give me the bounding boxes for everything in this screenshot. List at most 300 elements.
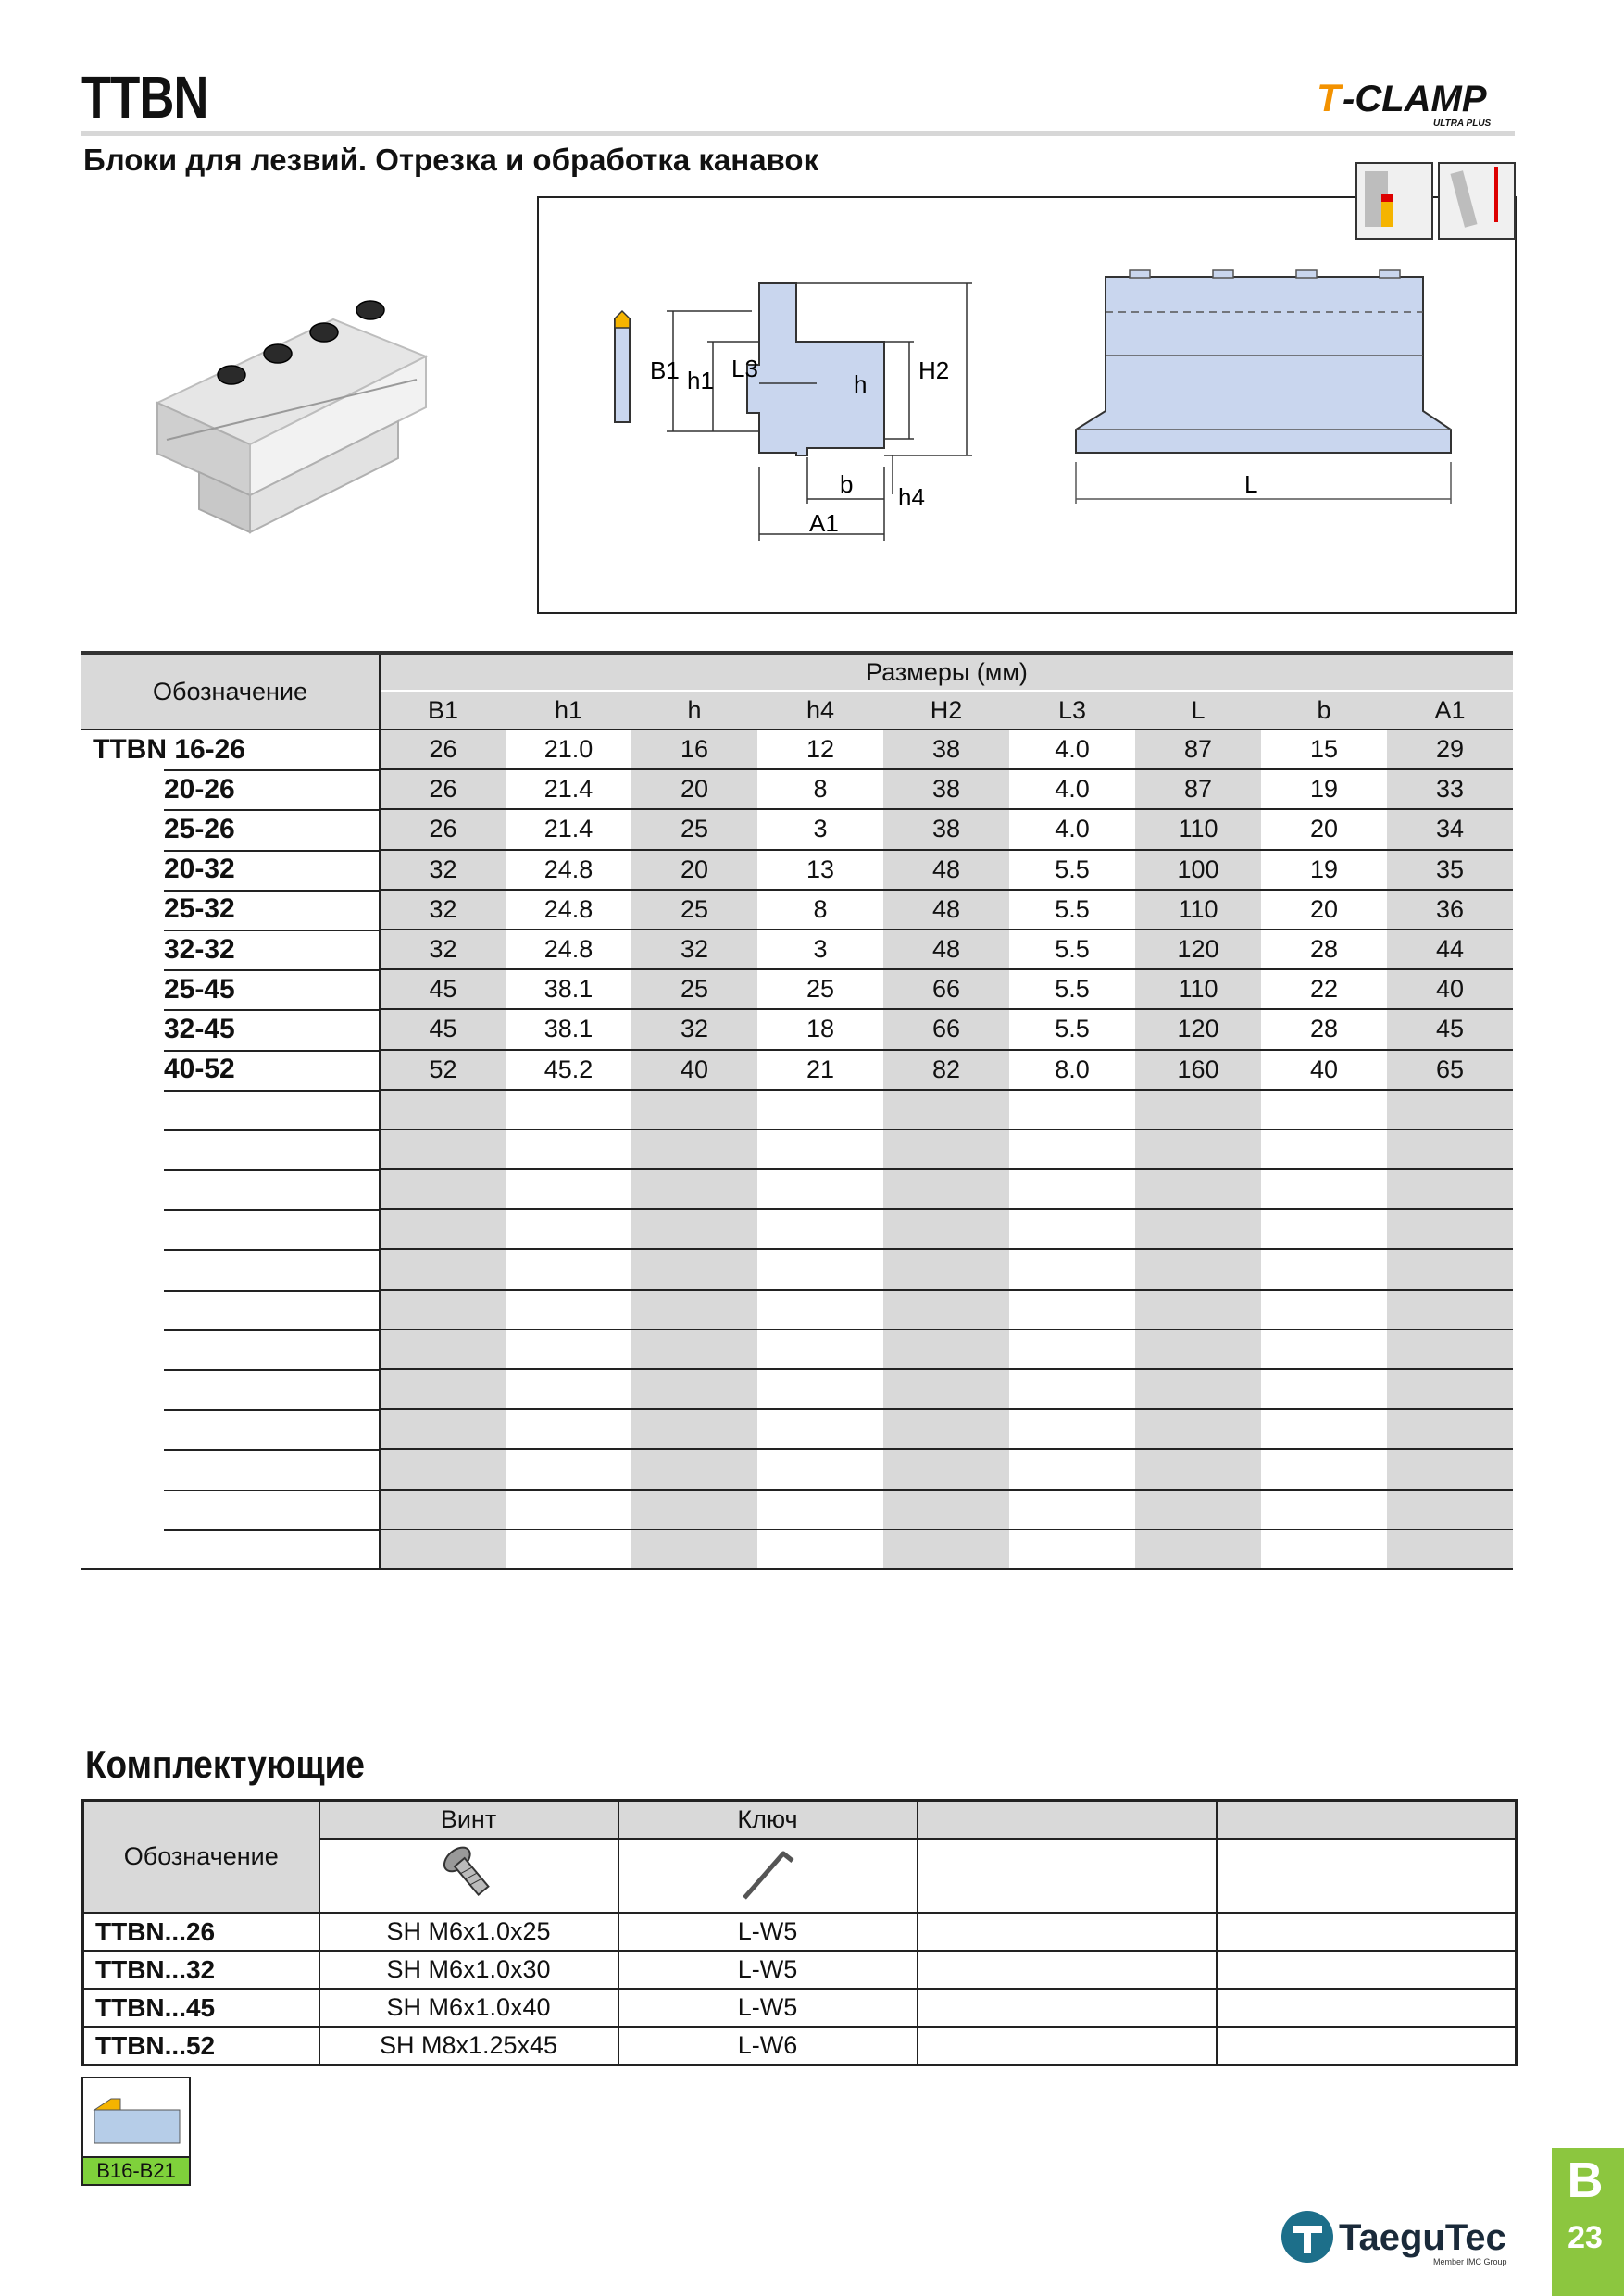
table-cell <box>380 1249 506 1289</box>
table-cell: 48 <box>883 890 1009 930</box>
label-l: L <box>1244 470 1258 498</box>
table-cell: 45.2 <box>506 1050 631 1090</box>
table-cell <box>1135 1129 1261 1169</box>
brand-name: TaeguTec <box>1339 2217 1506 2258</box>
table-cell <box>1387 1169 1513 1209</box>
row-designation: 25-26 <box>81 809 380 849</box>
table-cell <box>1135 1409 1261 1449</box>
table-cell <box>506 1449 631 1489</box>
table-cell <box>883 1129 1009 1169</box>
table-cell <box>1261 1329 1387 1369</box>
acc-screw: SH M6x1.0x40 <box>319 1989 618 2027</box>
table-cell <box>1009 1090 1135 1129</box>
acc-designation: TTBN...26 <box>83 1913 319 1951</box>
acc-screw: SH M6x1.0x30 <box>319 1951 618 1989</box>
col-header: B1 <box>380 691 506 730</box>
table-cell: 26 <box>380 769 506 809</box>
table-cell <box>1135 1249 1261 1289</box>
designation-header: Обозначение <box>81 653 380 730</box>
table-cell <box>1009 1290 1135 1329</box>
table-cell: 8 <box>757 890 883 930</box>
empty-row <box>81 1490 1513 1529</box>
table-cell: 38 <box>883 809 1009 849</box>
page-subtitle: Блоки для лезвий. Отрезка и обработка канавок <box>83 143 819 177</box>
table-cell: 26 <box>380 809 506 849</box>
table-cell: 28 <box>1261 1009 1387 1049</box>
row-designation: 25-45 <box>81 969 380 1009</box>
table-cell: 110 <box>1135 969 1261 1009</box>
table-cell <box>506 1169 631 1209</box>
table-cell <box>757 1129 883 1169</box>
table-row <box>81 769 1513 809</box>
acc-screw: SH M6x1.0x25 <box>319 1913 618 1951</box>
section-tab <box>1552 2148 1624 2296</box>
table-row <box>83 1951 1517 1989</box>
table-cell <box>883 1529 1009 1569</box>
table-cell <box>380 1529 506 1569</box>
screw-icon-cell <box>319 1839 618 1913</box>
table-cell <box>1387 1490 1513 1529</box>
acc-empty <box>918 1989 1217 2027</box>
table-cell: 16 <box>631 730 757 769</box>
table-cell <box>380 1169 506 1209</box>
table-cell <box>1387 1209 1513 1249</box>
table-cell: 110 <box>1135 809 1261 849</box>
side-view-shape <box>1076 277 1451 453</box>
table-cell <box>883 1329 1009 1369</box>
empty-row <box>81 1249 1513 1289</box>
table-cell <box>380 1090 506 1129</box>
row-designation <box>81 1329 380 1369</box>
table-cell <box>631 1290 757 1329</box>
row-designation <box>81 1449 380 1489</box>
table-cell <box>631 1249 757 1289</box>
table-row <box>81 850 1513 890</box>
table-cell <box>506 1329 631 1369</box>
blade-shape <box>615 318 630 422</box>
acc-empty <box>1217 1913 1517 1951</box>
empty-row <box>81 1329 1513 1369</box>
table-cell: 32 <box>380 930 506 969</box>
table-row <box>81 969 1513 1009</box>
table-cell: 82 <box>883 1050 1009 1090</box>
table-cell <box>1135 1529 1261 1569</box>
table-cell <box>631 1449 757 1489</box>
screw-icon <box>436 1842 501 1903</box>
table-cell: 4.0 <box>1009 809 1135 849</box>
table-cell <box>380 1329 506 1369</box>
brand-sub: Member IMC Group <box>1433 2257 1507 2266</box>
acc-empty <box>918 2027 1217 2065</box>
table-cell <box>1135 1490 1261 1529</box>
page-reference-box[interactable] <box>81 2077 191 2186</box>
row-designation: TTBN 16-26 <box>81 730 380 769</box>
table-cell <box>1009 1249 1135 1289</box>
table-cell: 100 <box>1135 850 1261 890</box>
table-cell <box>1135 1209 1261 1249</box>
acc-empty <box>918 1913 1217 1951</box>
acc-empty <box>1217 2027 1517 2065</box>
table-cell <box>883 1409 1009 1449</box>
table-cell <box>757 1090 883 1129</box>
row-designation <box>81 1409 380 1449</box>
col-header: L <box>1135 691 1261 730</box>
table-cell <box>506 1249 631 1289</box>
table-cell <box>757 1369 883 1409</box>
table-cell <box>506 1090 631 1129</box>
row-designation: 20-26 <box>81 769 380 809</box>
table-cell: 40 <box>1387 969 1513 1009</box>
title-underline <box>81 131 1515 136</box>
table-cell <box>1261 1529 1387 1569</box>
table-row <box>83 1989 1517 2027</box>
table-cell: 160 <box>1135 1050 1261 1090</box>
empty-row <box>81 1169 1513 1209</box>
table-cell <box>883 1209 1009 1249</box>
table-cell: 110 <box>1135 890 1261 930</box>
table-cell <box>1387 1409 1513 1449</box>
table-cell <box>1261 1449 1387 1489</box>
acc-empty <box>918 1951 1217 1989</box>
col-header: A1 <box>1387 691 1513 730</box>
acc-empty-cell <box>1217 1839 1517 1913</box>
table-cell <box>757 1490 883 1529</box>
table-cell <box>1387 1290 1513 1329</box>
row-designation <box>81 1490 380 1529</box>
table-cell <box>506 1490 631 1529</box>
table-cell <box>1135 1369 1261 1409</box>
acc-key-header: Ключ <box>618 1801 918 1840</box>
table-cell <box>1261 1249 1387 1289</box>
row-designation <box>81 1209 380 1249</box>
table-cell <box>757 1169 883 1209</box>
col-header: b <box>1261 691 1387 730</box>
empty-row <box>81 1449 1513 1489</box>
table-cell <box>883 1290 1009 1329</box>
table-cell <box>1387 1249 1513 1289</box>
table-cell <box>1009 1490 1135 1529</box>
table-row <box>81 890 1513 930</box>
table-cell <box>1009 1129 1135 1169</box>
table-cell <box>1135 1449 1261 1489</box>
table-cell: 40 <box>631 1050 757 1090</box>
table-cell <box>757 1290 883 1329</box>
table-row <box>83 1913 1517 1951</box>
table-row <box>81 1050 1513 1090</box>
acc-key: L-W5 <box>618 1989 918 2027</box>
table-cell: 66 <box>883 969 1009 1009</box>
dimensions-group-header: Размеры (мм) <box>380 653 1513 691</box>
table-cell: 32 <box>631 1009 757 1049</box>
blade-thumbnail-icon <box>83 2078 189 2156</box>
table-cell <box>883 1369 1009 1409</box>
table-cell: 5.5 <box>1009 930 1135 969</box>
table-cell: 66 <box>883 1009 1009 1049</box>
table-cell <box>380 1409 506 1449</box>
row-designation: 32-32 <box>81 930 380 969</box>
table-cell <box>1261 1290 1387 1329</box>
table-cell: 12 <box>757 730 883 769</box>
table-cell <box>380 1290 506 1329</box>
table-cell: 44 <box>1387 930 1513 969</box>
label-h1: h1 <box>687 367 714 394</box>
table-cell <box>380 1490 506 1529</box>
table-cell <box>883 1249 1009 1289</box>
table-cell <box>757 1329 883 1369</box>
table-cell <box>631 1529 757 1569</box>
table-cell: 24.8 <box>506 930 631 969</box>
accessories-table-body <box>83 1913 1517 2065</box>
page-title: TTBN <box>81 64 208 131</box>
table-cell: 21 <box>757 1050 883 1090</box>
table-row <box>81 930 1513 969</box>
page-reference-label: B16-B21 <box>83 2156 189 2184</box>
table-cell <box>883 1449 1009 1489</box>
acc-empty <box>1217 1951 1517 1989</box>
table-cell: 20 <box>1261 809 1387 849</box>
table-cell <box>1135 1329 1261 1369</box>
table-cell <box>1387 1129 1513 1169</box>
table-cell: 24.8 <box>506 850 631 890</box>
table-cell <box>1261 1209 1387 1249</box>
table-cell <box>1261 1409 1387 1449</box>
table-cell: 52 <box>380 1050 506 1090</box>
label-h4: h4 <box>898 483 925 511</box>
table-cell: 5.5 <box>1009 1009 1135 1049</box>
table-cell <box>506 1409 631 1449</box>
table-cell: 32 <box>380 850 506 890</box>
label-b: b <box>840 470 854 498</box>
table-cell: 120 <box>1135 930 1261 969</box>
table-cell: 25 <box>631 969 757 1009</box>
table-cell: 19 <box>1261 769 1387 809</box>
col-header: h4 <box>757 691 883 730</box>
table-cell <box>757 1409 883 1449</box>
empty-row <box>81 1529 1513 1569</box>
acc-screw: SH M8x1.25x45 <box>319 2027 618 2065</box>
logo-clamp: -CLAMP <box>1343 79 1487 119</box>
table-cell: 38.1 <box>506 1009 631 1049</box>
table-cell: 40 <box>1261 1050 1387 1090</box>
table-cell: 21.0 <box>506 730 631 769</box>
empty-row <box>81 1369 1513 1409</box>
acc-key: L-W6 <box>618 2027 918 2065</box>
row-designation <box>81 1290 380 1329</box>
table-cell: 8.0 <box>1009 1050 1135 1090</box>
table-cell <box>506 1129 631 1169</box>
table-cell: 45 <box>380 969 506 1009</box>
acc-empty-header <box>918 1801 1217 1840</box>
application-icons <box>1355 162 1516 240</box>
acc-empty-cell <box>918 1839 1217 1913</box>
table-cell: 29 <box>1387 730 1513 769</box>
table-cell <box>1387 1329 1513 1369</box>
table-cell <box>1009 1169 1135 1209</box>
table-cell: 87 <box>1135 730 1261 769</box>
col-header: h <box>631 691 757 730</box>
table-cell <box>631 1209 757 1249</box>
table-cell: 87 <box>1135 769 1261 809</box>
logo-sub: ULTRA PLUS <box>1433 119 1492 129</box>
acc-designation: TTBN...52 <box>83 2027 319 2065</box>
table-cell: 120 <box>1135 1009 1261 1049</box>
table-cell: 38.1 <box>506 969 631 1009</box>
table-cell: 21.4 <box>506 809 631 849</box>
table-cell: 25 <box>757 969 883 1009</box>
table-cell: 20 <box>631 850 757 890</box>
taegutec-logo <box>1278 2203 1520 2268</box>
table-cell: 5.5 <box>1009 890 1135 930</box>
table-cell <box>1261 1369 1387 1409</box>
row-designation <box>81 1129 380 1169</box>
col-header: h1 <box>506 691 631 730</box>
table-cell <box>757 1449 883 1489</box>
table-cell: 20 <box>631 769 757 809</box>
acc-designation: TTBN...32 <box>83 1951 319 1989</box>
table-cell <box>1135 1290 1261 1329</box>
table-cell <box>757 1209 883 1249</box>
table-cell: 3 <box>757 930 883 969</box>
dimensions-table <box>81 651 1513 1570</box>
table-cell <box>1135 1090 1261 1129</box>
col-header: L3 <box>1009 691 1135 730</box>
empty-row <box>81 1090 1513 1129</box>
section-letter: B <box>1567 2152 1604 2208</box>
table-cell: 36 <box>1387 890 1513 930</box>
row-designation <box>81 1529 380 1569</box>
row-designation <box>81 1369 380 1409</box>
key-icon-cell <box>618 1839 918 1913</box>
empty-row <box>81 1129 1513 1169</box>
table-cell <box>1135 1169 1261 1209</box>
table-cell <box>883 1090 1009 1129</box>
row-designation: 40-52 <box>81 1050 380 1090</box>
table-cell: 8 <box>757 769 883 809</box>
table-cell: 32 <box>631 930 757 969</box>
table-cell: 28 <box>1261 930 1387 969</box>
hex-key-icon <box>735 1842 800 1903</box>
table-row <box>81 730 1513 769</box>
table-cell <box>1261 1169 1387 1209</box>
dimensions-table-body <box>81 730 1513 1569</box>
empty-row <box>81 1209 1513 1249</box>
table-cell <box>631 1369 757 1409</box>
table-cell <box>631 1409 757 1449</box>
table-cell <box>883 1169 1009 1209</box>
table-cell: 32 <box>380 890 506 930</box>
table-cell: 45 <box>380 1009 506 1049</box>
table-cell: 38 <box>883 769 1009 809</box>
table-cell <box>631 1129 757 1169</box>
table-cell <box>1009 1209 1135 1249</box>
table-row <box>81 1009 1513 1049</box>
row-designation: 25-32 <box>81 890 380 930</box>
table-cell: 33 <box>1387 769 1513 809</box>
table-cell: 21.4 <box>506 769 631 809</box>
table-row <box>81 809 1513 849</box>
label-b1: B1 <box>650 356 680 384</box>
table-cell <box>1009 1369 1135 1409</box>
row-designation: 32-45 <box>81 1009 380 1049</box>
table-cell: 26 <box>380 730 506 769</box>
table-cell <box>1261 1090 1387 1129</box>
table-cell <box>380 1369 506 1409</box>
logo-t: T <box>1317 76 1341 119</box>
table-cell <box>506 1529 631 1569</box>
acc-designation: TTBN...45 <box>83 1989 319 2027</box>
acc-key: L-W5 <box>618 1913 918 1951</box>
table-cell: 24.8 <box>506 890 631 930</box>
table-cell: 19 <box>1261 850 1387 890</box>
table-cell <box>380 1129 506 1169</box>
table-cell <box>1387 1529 1513 1569</box>
table-cell <box>1009 1409 1135 1449</box>
table-cell <box>757 1249 883 1289</box>
table-cell <box>1261 1490 1387 1529</box>
table-cell <box>1009 1529 1135 1569</box>
table-cell <box>1009 1329 1135 1369</box>
table-cell <box>883 1490 1009 1529</box>
acc-designation-header: Обозначение <box>83 1801 319 1914</box>
empty-row <box>81 1290 1513 1329</box>
row-designation <box>81 1249 380 1289</box>
table-cell <box>506 1209 631 1249</box>
acc-empty <box>1217 1989 1517 2027</box>
table-cell: 38 <box>883 730 1009 769</box>
table-cell <box>380 1449 506 1489</box>
table-cell: 25 <box>631 890 757 930</box>
acc-empty-header <box>1217 1801 1517 1840</box>
label-h2: H2 <box>918 356 950 384</box>
acc-key: L-W5 <box>618 1951 918 1989</box>
accessories-table <box>81 1799 1518 2066</box>
table-cell: 35 <box>1387 850 1513 890</box>
accessories-title: Комплектующие <box>85 1742 365 1786</box>
label-a1: A1 <box>809 509 839 537</box>
table-cell <box>1261 1129 1387 1169</box>
table-cell <box>1387 1090 1513 1129</box>
table-cell: 48 <box>883 850 1009 890</box>
table-cell: 3 <box>757 809 883 849</box>
row-designation <box>81 1169 380 1209</box>
table-cell: 45 <box>1387 1009 1513 1049</box>
table-cell <box>631 1169 757 1209</box>
table-cell: 15 <box>1261 730 1387 769</box>
table-cell: 22 <box>1261 969 1387 1009</box>
acc-screw-header: Винт <box>319 1801 618 1840</box>
table-cell: 5.5 <box>1009 850 1135 890</box>
col-header: H2 <box>883 691 1009 730</box>
t-clamp-logo <box>1313 74 1521 130</box>
table-cell: 5.5 <box>1009 969 1135 1009</box>
row-designation <box>81 1090 380 1129</box>
table-cell: 18 <box>757 1009 883 1049</box>
table-cell <box>380 1209 506 1249</box>
table-cell: 4.0 <box>1009 730 1135 769</box>
label-l3: L3 <box>731 355 758 382</box>
table-cell <box>1387 1369 1513 1409</box>
table-cell <box>631 1329 757 1369</box>
table-cell: 48 <box>883 930 1009 969</box>
table-cell: 13 <box>757 850 883 890</box>
front-profile-shape <box>747 283 884 455</box>
product-photo <box>148 282 463 551</box>
table-cell <box>631 1490 757 1529</box>
table-cell: 25 <box>631 809 757 849</box>
table-cell <box>1387 1449 1513 1489</box>
table-row <box>83 2027 1517 2065</box>
table-cell <box>506 1290 631 1329</box>
